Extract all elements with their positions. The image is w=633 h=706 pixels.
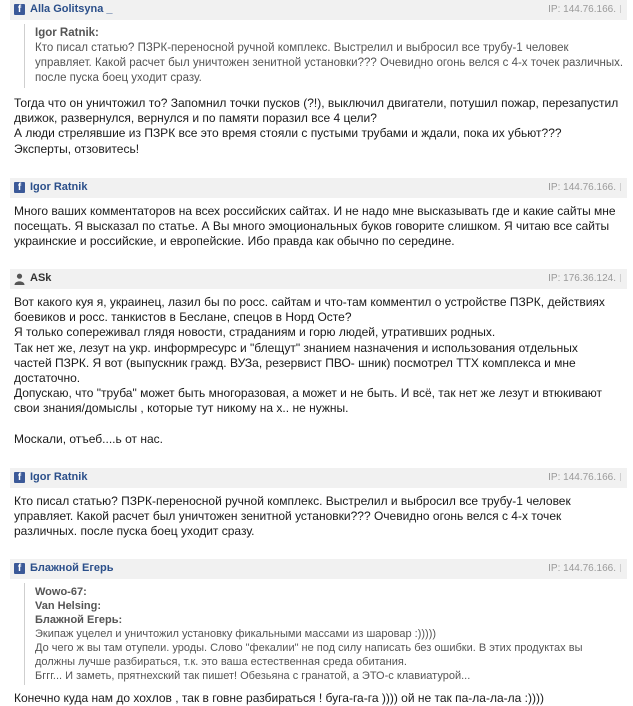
- comment-author[interactable]: Блажной Егерь: [30, 562, 114, 574]
- comment-header: [10, 559, 627, 579]
- comment-body: Вот какого куя я, украинец, лазил бы по росс. сайтам и что-там комментил о устройстве ПЗРК, действиях боевиков и росс. танкистов в Беслане, спецов в Норд Осте? Я только сопереживал глядя новости, страданиям и горю людей, утративших родных. Так нет же, лезут на укр. информресурс и "блещут" знанием назначения и использования отдельных частей ПЗРК. Я вот (выпускник гражд. ВУЗа, резервист ПВО- шник) посмотрел ТТХ комплекса и мне достаточно. Допускаю, что "труба" может быть многоразовая, а может и не быть. И всё, так нет же лезут и втюкивают свои знания/домыслы , которые тут никому на х.. не нужны. Москали, отъеб....ь от нас.: [14, 295, 605, 446]
- comment-header: [10, 178, 627, 198]
- comment-header: [10, 269, 627, 289]
- user-icon: [14, 273, 25, 285]
- ip-address: IP: 144.76.166.: [548, 4, 621, 15]
- quote-author: Igor Ratnik:: [35, 27, 99, 39]
- quote-block: [24, 24, 625, 88]
- quote-line: Экипаж уцелел и уничтожил установку фикальными массами из шаровар :))))): [35, 628, 437, 640]
- quote-author: Van Helsing:: [35, 600, 102, 612]
- facebook-icon: f: [14, 4, 25, 15]
- ip-address: IP: 144.76.166.: [548, 182, 621, 193]
- facebook-icon: f: [14, 563, 25, 574]
- comment-author[interactable]: ASk: [30, 272, 52, 284]
- comment-body: Много ваших комментаторов на всех российских сайтах. И не надо мне высказывать где и какие сайты мне посещать. Я высказал по статье. А Вы много эмоциональных буков говорите слишком. Я читаю все сайты украинские и российские, и европейские. Ибо правда как обычно по середине.: [14, 204, 616, 249]
- quote-line: Бггг... И заметь, прятнехский так пишет! Обезьяна с гранатой, а ЭТО-с клавиатурой...: [35, 670, 471, 682]
- facebook-icon: f: [14, 472, 25, 483]
- quote-line: должны лучше разбираться, т.к. это ваша естественная среда обитания.: [35, 656, 407, 668]
- comment: [0, 269, 633, 462]
- comment: [0, 178, 633, 263]
- quote-author: Блажной Егерь:: [35, 614, 123, 626]
- facebook-icon: f: [14, 182, 25, 193]
- quote-line: после пуска боец уходит сразу.: [35, 72, 202, 84]
- quote-author: Wowo-67:: [35, 586, 87, 598]
- ip-address: IP: 144.76.166.: [548, 563, 621, 574]
- quote-line: До чего ж вы там отупели. уроды. Слово "фекалии" не под силу написать без ошибки. В этих продуктах вы: [35, 642, 583, 654]
- comment-body: Кто писал статью? ПЗРК-переносной ручной комплекс. Выстрелил и выбросил все трубу-1 человек управляет. Какой расчет был уничтожен зенитной установки??? Очевидно огонь велся с 4-х точек различных. после пуска боец уходит сразу.: [14, 494, 571, 539]
- comment: [0, 0, 633, 172]
- comment-header: [10, 468, 627, 488]
- quote-line: управляет. Какой расчет был уничтожен зенитной установки??? Очевидно огонь велся с 4-х точек различных.: [35, 57, 624, 69]
- comment-author[interactable]: Igor Ratnik: [30, 181, 88, 193]
- ip-address: IP: 176.36.124.: [548, 273, 621, 284]
- comment-author[interactable]: Igor Ratnik: [30, 471, 88, 483]
- quote-block: [24, 583, 625, 685]
- comment-header: [10, 0, 627, 20]
- comment-body: Тогда что он уничтожил то? Запомнил точки пусков (?!), выключил двигатели, потушил пожар, перезапустил движок, развернулся, вернулся и по памяти поразил все 4 цели? А люди стрелявшие из ПЗРК все это время стояли с пустыми трубами и ждали, пока их убьют??? Эксперты, отзовитесь!: [14, 96, 619, 156]
- comment-body: Конечно куда нам до хохлов , так в говне разбираться ! буга-га-га )))) ой не так па-ла-ла-ла :)))): [14, 691, 544, 705]
- quote-line: Кто писал статью? ПЗРК-переносной ручной комплекс. Выстрелил и выбросил все трубу-1 человек: [35, 42, 569, 54]
- ip-address: IP: 144.76.166.: [548, 472, 621, 483]
- comment: [0, 468, 633, 553]
- comment-author[interactable]: Alla Golitsynа _: [30, 3, 113, 15]
